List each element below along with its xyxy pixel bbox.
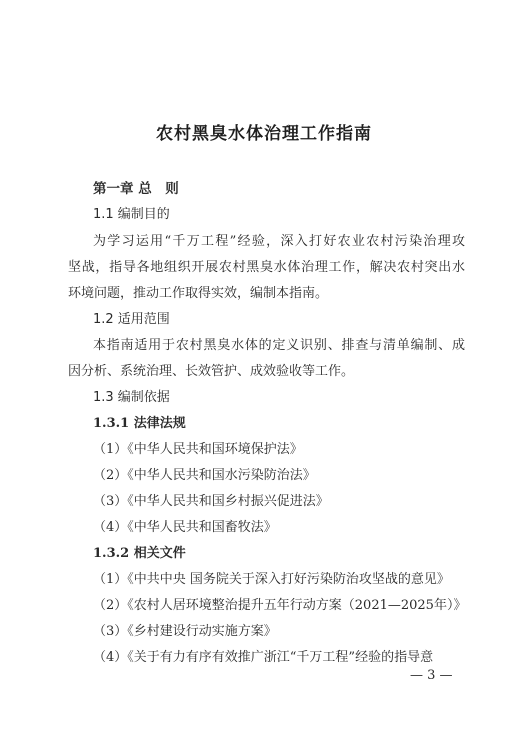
paragraph-line: 环境问题，推动工作取得实效，编制本指南。 — [68, 286, 329, 301]
subsection-heading-1-3-1: 1.3.1 法律法规 — [93, 416, 186, 431]
section-heading-1-2: 1.2 适用范围 — [93, 312, 170, 327]
list-item: （4）《关于有力有序有效推广浙江“千万工程”经验的指导意 — [93, 650, 434, 665]
paragraph-line: 坚战，指导各地组织开展农村黑臭水体治理工作，解决农村突出水 — [68, 260, 465, 275]
list-item: （4）《中华人民共和国畜牧法》 — [93, 520, 277, 535]
list-item: （2）《农村人居环境整治提升五年行动方案（2021—2025年）》 — [93, 598, 467, 613]
list-item: （3）《乡村建设行动实施方案》 — [93, 624, 277, 639]
list-item: （1）《中华人民共和国环境保护法》 — [93, 442, 303, 457]
paragraph-line: 为学习运用“千万工程”经验，深入打好农业农村污染治理攻 — [93, 234, 465, 249]
subsection-heading-1-3-2: 1.3.2 相关文件 — [93, 546, 186, 561]
list-item: （2）《中华人民共和国水污染防治法》 — [93, 468, 316, 483]
list-item: （1）《中共中央 国务院关于深入打好污染防治攻坚战的意见》 — [93, 572, 450, 587]
section-heading-1-1: 1.1 编制目的 — [93, 207, 170, 222]
section-heading-1-3: 1.3 编制依据 — [93, 390, 170, 405]
document-title: 农村黑臭水体治理工作指南 — [156, 124, 372, 144]
page-number: — 3 — — [410, 668, 453, 683]
chapter-heading: 第一章 总 则 — [93, 181, 179, 197]
paragraph-line: 因分析、系统治理、长效管护、成效验收等工作。 — [68, 364, 355, 379]
paragraph-line: 本指南适用于农村黑臭水体的定义识别、排查与清单编制、成 — [93, 338, 465, 353]
list-item: （3）《中华人民共和国乡村振兴促进法》 — [93, 494, 329, 509]
